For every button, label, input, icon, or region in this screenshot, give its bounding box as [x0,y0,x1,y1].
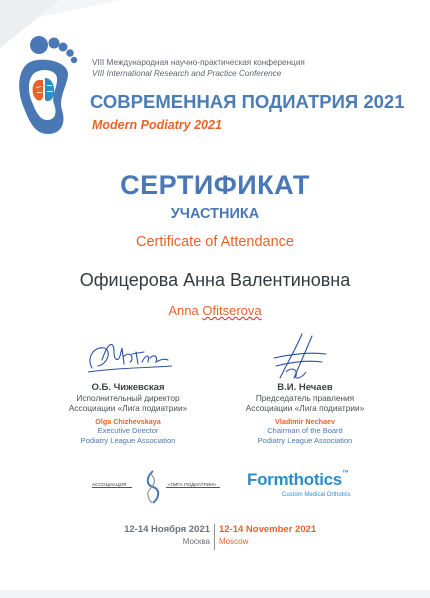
signature-nechaev [262,332,332,384]
podiatry-league-logo [92,469,222,505]
signer-left-position-en-2: Podiatry League Association [80,435,176,445]
sponsor-name: Formthotics [247,470,342,489]
conference-name-ru: VIII Международная научно-практическая конференция [92,58,305,67]
signer-right [235,382,375,445]
recipient-name-ru: Офицерова Анна Валентиновна [79,270,351,290]
date-divider [214,524,215,550]
signer-right-position-ru-2: Ассоциации «Лига подиатрии» [245,403,365,413]
conference-title-ru: СОВРЕМЕННАЯ ПОДИАТРИЯ 2021 [90,91,405,112]
association-label-left: АССОЦИАЦИЯ [92,483,127,488]
signer-left-name-ru: О.Б. Чижевская [91,382,165,393]
formthotics-logo [247,470,349,490]
event-city-en: Moscow [219,537,249,546]
recipient-first-name-en: Anna [168,303,203,318]
signer-left-position-ru-1: Исполнительный директор [76,393,180,403]
certificate-title: СЕРТИФИКАТ [120,170,310,200]
signature-chizhevskaya [84,338,176,378]
signer-left-name-en: Olga Chizhevskaya [95,417,161,426]
signer-right-name-en: Vladimir Nechaev [275,417,335,426]
conference-name-en: VIII International Research and Practice Conference [92,69,282,78]
signer-left [58,382,198,445]
bottom-band [0,590,430,598]
sponsor-tagline: Custom Medical Orthotics [282,492,351,498]
event-date-ru: 12-14 Ноября 2021 [124,524,210,535]
certificate-subtitle: УЧАСТНИКА [170,206,260,222]
sponsor-trademark: ™ [341,470,349,477]
association-label-right: «ЛИГА ПОДИАТРИИ» [168,483,217,488]
event-city-ru: Москва [182,537,210,546]
signer-right-position-en-1: Chairman of the Board [267,426,343,435]
signer-right-position-ru-1: Председатель правления [255,393,355,403]
certificate-title-en: Certificate of Attendance [136,234,294,250]
signer-right-name-ru: В.И. Нечаев [277,382,333,393]
recipient-last-name-en: Ofitserova [202,303,262,318]
foot-brain-logo [10,28,82,138]
signer-left-position-ru-2: Ассоциации «Лига подиатрии» [68,403,188,413]
event-date-en: 12-14 November 2021 [219,524,317,535]
conference-title-en: Modern Podiatry 2021 [92,118,222,132]
recipient-name-en [0,303,430,318]
signer-left-position-en-1: Executive Director [97,426,159,435]
signer-right-position-en-2: Podiatry League Association [257,435,353,445]
league-emblem-icon [142,469,164,505]
